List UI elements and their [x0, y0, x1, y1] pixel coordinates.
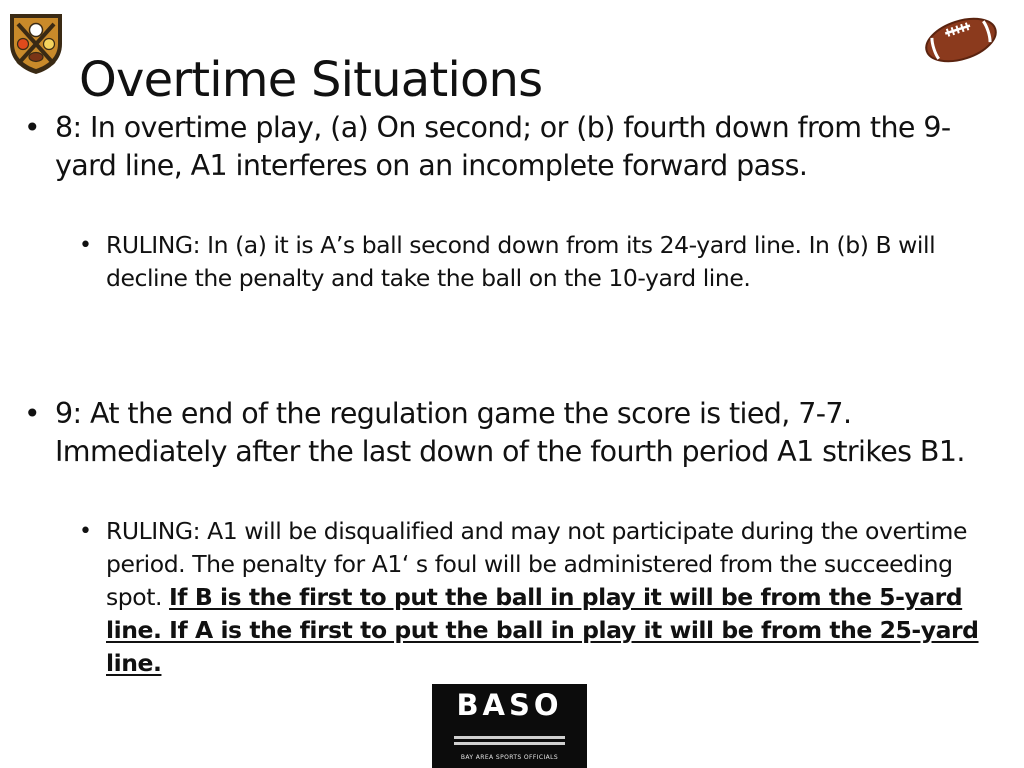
logo-divider [454, 742, 565, 745]
bullet-text: 8: In overtime play, (a) On second; or (b) fourth down from the 9-yard line, A1 interferes on an incomplete forward pass. [55, 111, 951, 182]
sub-bullet-ruling-8 [79, 229, 1006, 295]
bullet-icon: • [79, 233, 92, 258]
ruling-text: RULING: In (a) it is A’s ball second down from its 24-yard line. In (b) B will decline the penalty and take the ball on the 10-yard line. [106, 231, 936, 292]
ruling-text: RULING: A1 will be disqualified and may not participate during the overtime period. The penalty for A1‘ s foul will be administered from the succeeding spot. [106, 517, 967, 611]
bullet-item-9 [24, 395, 1010, 471]
baso-logo [432, 684, 587, 768]
sub-bullet-ruling-9 [79, 515, 1006, 680]
slide-title: Overtime Situations [79, 52, 543, 108]
bullet-text: 9: At the end of the regulation game the score is tied, 7-7. Immediately after the last down of the fourth period A1 strikes B1. [55, 397, 965, 468]
ruling-emphasis-text: If B is the first to put the ball in play it will be from the 5-yard line. If A is the first to put the ball in play it will be from the 25-yard line. [106, 583, 979, 677]
baso-logo-subtitle: BAY AREA SPORTS OFFICIALS [460, 754, 559, 761]
bullet-icon: • [24, 397, 40, 430]
bullet-icon: • [79, 519, 92, 544]
crest-shield-icon [6, 10, 66, 76]
baso-logo-text: BASO [456, 688, 563, 722]
bullet-icon: • [24, 111, 40, 144]
bullet-item-8 [24, 109, 1010, 185]
football-icon [922, 15, 1000, 65]
logo-divider [454, 736, 565, 739]
